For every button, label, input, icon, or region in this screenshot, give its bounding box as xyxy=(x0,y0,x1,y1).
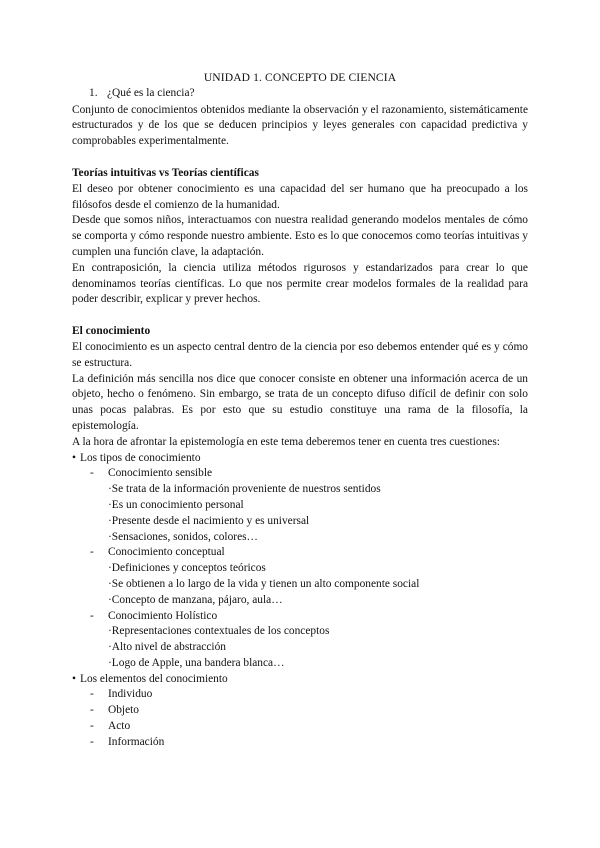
type-name: Conocimiento conceptual xyxy=(108,546,225,559)
dash-marker: - xyxy=(90,467,94,480)
bullet-item xyxy=(72,672,528,688)
paragraph: El conocimiento es un aspecto central dentro de la ciencia por eso debemos entender qué es y cómo se estructura. xyxy=(72,340,528,369)
element-name: Individuo xyxy=(108,688,153,701)
section-heading-knowledge: El conocimiento xyxy=(72,325,151,338)
list-item xyxy=(72,687,528,703)
list-item xyxy=(72,703,528,719)
section-heading-theories: Teorías intuitivas vs Teorías científicas xyxy=(72,166,259,179)
sub-item: ·Sensaciones, sonidos, colores… xyxy=(108,530,258,543)
sub-item: ·Concepto de manzana, pájaro, aula… xyxy=(108,593,283,606)
question-item xyxy=(89,86,528,102)
paragraph: Desde que somos niños, interactuamos con nuestra realidad generando modelos mentales de cómo se comporta y cómo responde nuestro ambiente. Esto es lo que conocemos como teorías intuitivas y cumplen una función clave, la adaptación. xyxy=(72,214,528,258)
list-item xyxy=(72,719,528,735)
paragraph: A la hora de afrontar la epistemología en este tema deberemos tener en cuenta tres cuestiones: xyxy=(72,435,500,448)
question-number: 1. xyxy=(89,86,98,99)
sub-item: ·Representaciones contextuales de los conceptos xyxy=(108,625,330,638)
dash-marker: - xyxy=(90,609,94,622)
sub-item: ·Definiciones y conceptos teóricos xyxy=(108,562,266,575)
dash-marker: - xyxy=(90,720,94,733)
science-definition: Conjunto de conocimientos obtenidos mediante la observación y el razonamiento, sistemáticamente estructurados y de los que se deducen principios y leyes generales con capacidad predictiva y comprobables experimentalmente. xyxy=(72,103,528,148)
dash-marker: - xyxy=(90,704,94,717)
dash-marker: - xyxy=(90,546,94,559)
bullet-text: Los tipos de conocimiento xyxy=(80,451,201,464)
sub-item: ·Se obtienen a lo largo de la vida y tienen un alto componente social xyxy=(108,577,420,590)
bullet-marker: • xyxy=(72,451,76,464)
sub-item: ·Presente desde el nacimiento y es universal xyxy=(108,514,310,527)
element-name: Acto xyxy=(108,720,131,733)
type-name: Conocimiento Holístico xyxy=(108,609,218,622)
paragraph: La definición más sencilla nos dice que conocer consiste en obtener una información acerca de un objeto, hecho o fenómeno. Sin embargo, se trata de un concepto difuso difícil de definir con solo unas pocas palabras. Es por esto que su estudio constituye una rama de la filosofía, la epistemología. xyxy=(72,372,528,432)
paragraph: El deseo por obtener conocimiento es una capacidad del ser humano que ha preocupado a los filósofos desde el comienzo de la humanidad. xyxy=(72,182,528,211)
bullet-marker: • xyxy=(72,672,76,685)
type-name: Conocimiento sensible xyxy=(108,467,213,480)
bullet-text: Los elementos del conocimiento xyxy=(80,672,228,685)
sub-item: ·Alto nivel de abstracción xyxy=(108,641,226,654)
list-item xyxy=(72,735,528,751)
list-item xyxy=(72,609,528,625)
dash-marker: - xyxy=(90,688,94,701)
document-page xyxy=(72,70,528,751)
bullet-item xyxy=(72,451,528,467)
question-text: ¿Qué es la ciencia? xyxy=(107,86,195,99)
list-item xyxy=(72,545,528,561)
sub-item: ·Se trata de la información proveniente de nuestros sentidos xyxy=(108,483,381,496)
element-name: Objeto xyxy=(108,704,140,717)
paragraph: En contraposición, la ciencia utiliza métodos rigurosos y estandarizados para crear lo que denominamos teorías científicas. Lo que nos permite crear modelos formales de la realidad para poder describir, explicar y prever hechos. xyxy=(72,261,528,306)
list-item xyxy=(72,466,528,482)
dash-marker: - xyxy=(90,735,94,748)
sub-item: ·Logo de Apple, una bandera blanca… xyxy=(108,656,285,669)
page-title: UNIDAD 1. CONCEPTO DE CIENCIA xyxy=(203,71,397,84)
sub-item: ·Es un conocimiento personal xyxy=(108,498,244,511)
element-name: Información xyxy=(108,735,165,748)
